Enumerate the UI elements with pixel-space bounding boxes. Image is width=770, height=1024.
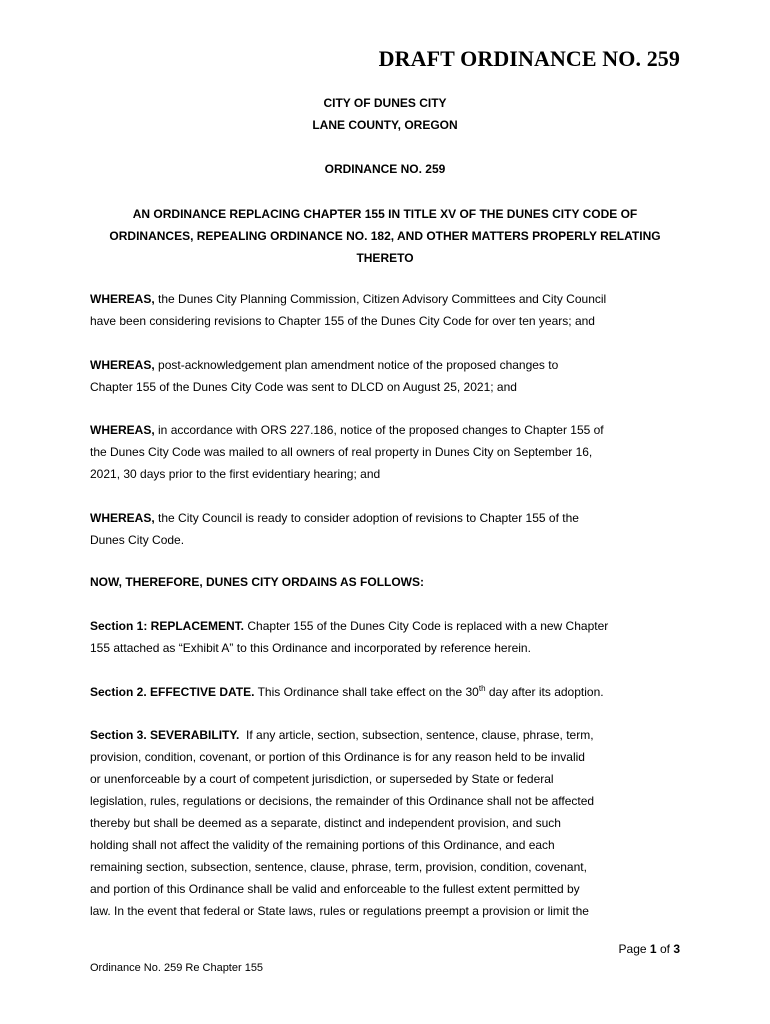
title-line: ORDINANCES, REPEALING ORDINANCE NO. 182, AND OTHER MATTERS PROPERLY RELATING xyxy=(109,229,661,243)
paragraph-text: If any article, section, subsection, sentence, clause, phrase, term, xyxy=(246,728,594,742)
section-1 xyxy=(90,615,686,659)
paragraph-text: have been considering revisions to Chapter 155 of the Dunes City Code for over ten years; and xyxy=(90,314,595,328)
paragraph-text: or unenforceable by a court of competent jurisdiction, or superseded by State or federal xyxy=(90,772,554,786)
paragraph-text: the City Council is ready to consider adoption of revisions to Chapter 155 of the xyxy=(158,511,579,525)
paragraph-text: provision, condition, covenant, or portion of this Ordinance is for any reason held to be invalid xyxy=(90,750,585,764)
page-total: 3 xyxy=(673,942,680,956)
paragraph-text: holding shall not affect the validity of the remaining portions of this Ordinance, and each xyxy=(90,838,555,852)
whereas-paragraph xyxy=(90,288,686,332)
draft-title: DRAFT ORDINANCE NO. 259 xyxy=(378,46,680,71)
whereas-paragraph xyxy=(90,507,686,551)
section-3 xyxy=(90,724,686,922)
whereas-paragraph xyxy=(90,419,686,485)
section-2 xyxy=(90,681,686,703)
ordinal-suffix: th xyxy=(478,684,486,693)
paragraph-text: 155 attached as “Exhibit A” to this Ordinance and incorporated by reference herein. xyxy=(90,641,531,655)
county-name: LANE COUNTY, OREGON xyxy=(312,118,458,132)
paragraph-text: Chapter 155 of the Dunes City Code was sent to DLCD on August 25, 2021; and xyxy=(90,380,517,394)
title-line: AN ORDINANCE REPLACING CHAPTER 155 IN TITLE XV OF THE DUNES CITY CODE OF xyxy=(132,207,638,221)
city-name: CITY OF DUNES CITY xyxy=(323,96,447,110)
whereas-label: WHEREAS, xyxy=(90,511,155,525)
paragraph-text: Chapter 155 of the Dunes City Code is replaced with a new Chapter xyxy=(247,619,609,633)
paragraph-text: and portion of this Ordinance shall be valid and enforceable to the fullest extent permitted by xyxy=(90,882,580,896)
section-heading: Section 2. EFFECTIVE DATE. xyxy=(90,685,255,699)
paragraph-text: 2021, 30 days prior to the first evidentiary hearing; and xyxy=(90,467,381,481)
paragraph-text: Dunes City Code. xyxy=(90,533,185,547)
page-word: Page xyxy=(618,942,647,956)
now-therefore: NOW, THEREFORE, DUNES CITY ORDAINS AS FOLLOWS: xyxy=(90,575,425,589)
whereas-paragraph xyxy=(90,354,686,398)
paragraph-text: This Ordinance shall take effect on the 30 xyxy=(257,685,479,699)
footer-document-reference: Ordinance No. 259 Re Chapter 155 xyxy=(90,962,264,974)
paragraph-text: legislation, rules, regulations or decisions, the remainder of this Ordinance shall not be affected xyxy=(90,794,595,808)
paragraph-text: the Dunes City Code was mailed to all owners of real property in Dunes City on September 16, xyxy=(90,445,593,459)
title-line: THERETO xyxy=(356,251,414,265)
paragraph-text: remaining section, subsection, sentence, clause, phrase, term, provision, condition, covenant, xyxy=(90,860,587,874)
paragraph-text: law. In the event that federal or State laws, rules or regulations preempt a provision or limit the xyxy=(90,904,589,918)
whereas-label: WHEREAS, xyxy=(90,358,155,372)
section-heading: Section 3. SEVERABILITY. xyxy=(90,728,240,742)
page-number xyxy=(619,942,680,956)
page-of: of xyxy=(659,942,670,956)
whereas-label: WHEREAS, xyxy=(90,292,155,306)
ordinance-number: ORDINANCE NO. 259 xyxy=(324,162,446,176)
whereas-label: WHEREAS, xyxy=(90,423,155,437)
paragraph-text: day after its adoption. xyxy=(485,685,604,699)
page-current: 1 xyxy=(649,942,657,956)
section-heading: Section 1: REPLACEMENT. xyxy=(90,619,245,633)
ordinance-title xyxy=(90,203,680,269)
paragraph-text: post-acknowledgement plan amendment notice of the proposed changes to xyxy=(158,358,559,372)
paragraph-text: thereby but shall be deemed as a separate, distinct and independent provision, and such xyxy=(90,816,561,830)
paragraph-text: in accordance with ORS 227.186, notice of the proposed changes to Chapter 155 of xyxy=(158,423,604,437)
paragraph-text: the Dunes City Planning Commission, Citizen Advisory Committees and City Council xyxy=(158,292,607,306)
